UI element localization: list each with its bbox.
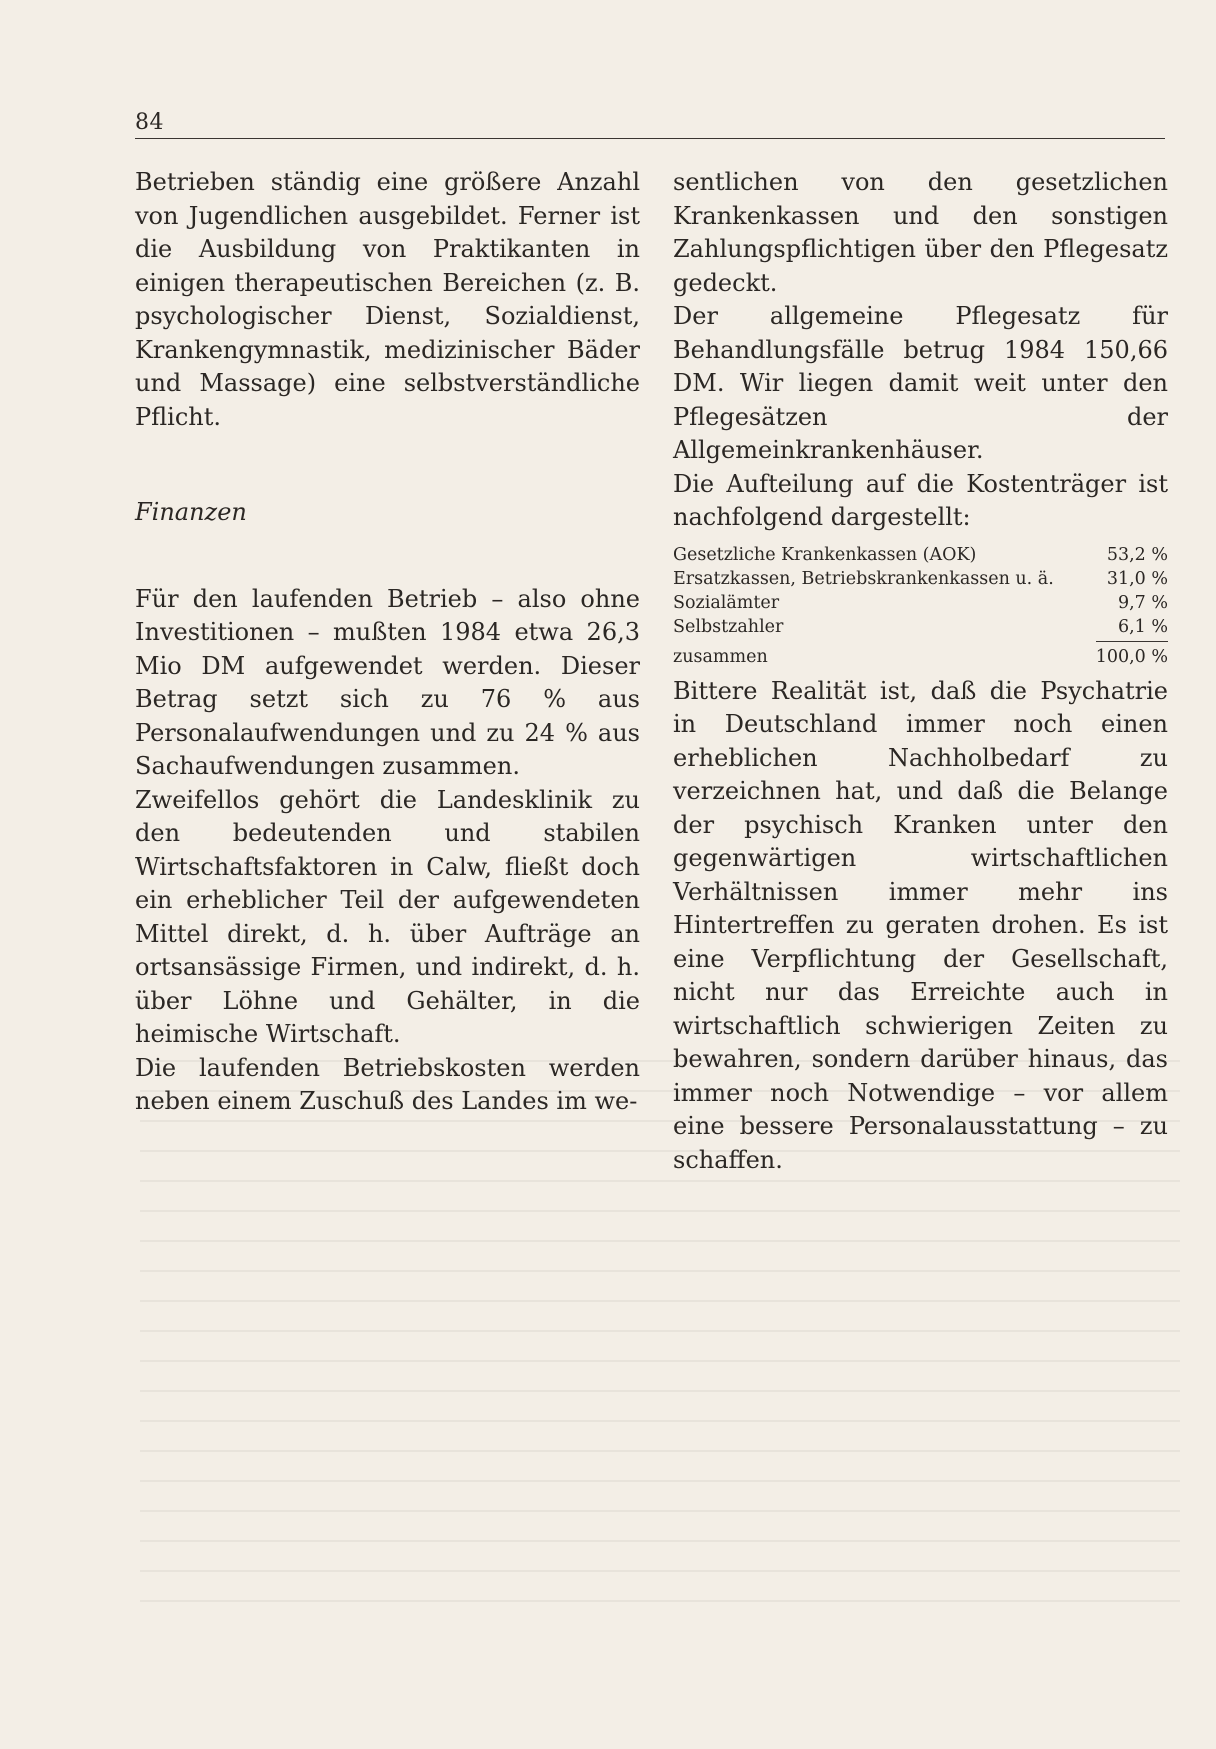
left-paragraph-4: Die laufenden Betriebskosten werden neben einem Zuschuß des Landes im we- bbox=[135, 1053, 640, 1115]
section-heading-finanzen: Finanzen bbox=[135, 498, 247, 526]
row-label: Gesetzliche Krankenkassen (AOK) bbox=[673, 544, 977, 565]
left-paragraph-3: Zweifellos gehört die Landesklinik zu den bedeutenden und stabilen Wirtschaftsfaktoren in Calw, fließt doch ein erheblicher Teil der aufgewendeten Mittel direkt, d. h. über Aufträge an ortsansässige Firmen, und indirekt, d. h. über Löhne und Gehälter, in die heimische Wirtschaft. bbox=[135, 785, 640, 1048]
total-rule bbox=[1096, 641, 1168, 642]
left-column bbox=[135, 166, 640, 1119]
total-label: zusammen bbox=[673, 646, 768, 667]
right-paragraph-3: Die Aufteilung auf die Kostenträger ist nachfolgend dargestellt: bbox=[673, 469, 1168, 531]
page-number: 84 bbox=[135, 110, 164, 135]
left-paragraph-1: Betrieben ständig eine größere Anzahl von Jugendlichen ausgebildet. Ferner ist die Ausbildung von Praktikanten in einigen therapeutischen Bereichen (z. B. psychologischer Dienst, Sozialdienst, Krankengymnastik, medizinischer Bäder und Massage) eine selbstverständliche Pflicht. bbox=[135, 168, 640, 431]
cost-distribution-table bbox=[673, 543, 1168, 669]
row-value: 53,2 % bbox=[1106, 544, 1168, 565]
right-paragraph-4: Bittere Realität ist, daß die Psychatrie in Deutschland immer noch einen erheblichen Nachholbedarf zu verzeichnen hat, und daß die Belange der psychisch Kranken unter den gegenwärtigen wirtschaftlichen Verhältnissen immer mehr ins Hintertreffen zu geraten drohen. Es ist eine Verpflichtung der Gesellschaft, nicht nur das Erreichte auch in wirtschaftlich schwierigen Zeiten zu bewahren, sondern darüber hinaus, das immer noch Notwendige – vor allem eine bessere Personalausstattung – zu schaffen. bbox=[673, 676, 1168, 1174]
row-label: Ersatzkassen, Betriebskrankenkassen u. ä. bbox=[673, 568, 1054, 589]
right-paragraph-1: sentlichen von den gesetzlichen Krankenkassen und den sonstigen Zahlungspflichtigen über den Pflegesatz gedeckt. bbox=[673, 168, 1168, 297]
table-row bbox=[673, 567, 1168, 591]
table-row bbox=[673, 591, 1168, 615]
table-row bbox=[673, 543, 1168, 567]
right-column bbox=[673, 166, 1168, 1177]
table-total-row bbox=[673, 645, 1168, 669]
row-value: 31,0 % bbox=[1106, 568, 1168, 589]
table-row bbox=[673, 615, 1168, 639]
row-label: Sozialämter bbox=[673, 592, 780, 613]
left-paragraph-2: Für den laufenden Betrieb – also ohne Investitionen – mußten 1984 etwa 26,3 Mio DM aufgewendet werden. Dieser Betrag setzt sich zu 76 % aus Personalaufwendungen und zu 24 % aus Sachaufwendungen zusammen. bbox=[135, 584, 640, 780]
row-label: Selbstzahler bbox=[673, 616, 784, 637]
right-paragraph-2: Der allgemeine Pflegesatz für Behandlungsfälle betrug 1984 150,66 DM. Wir liegen damit weit unter den Pflegesätzen der Allgemeinkrankenhäuser. bbox=[673, 302, 1168, 464]
row-value: 9,7 % bbox=[1117, 592, 1168, 613]
row-value: 6,1 % bbox=[1117, 616, 1168, 637]
total-value: 100,0 % bbox=[1095, 646, 1168, 667]
header-rule bbox=[135, 138, 1165, 139]
